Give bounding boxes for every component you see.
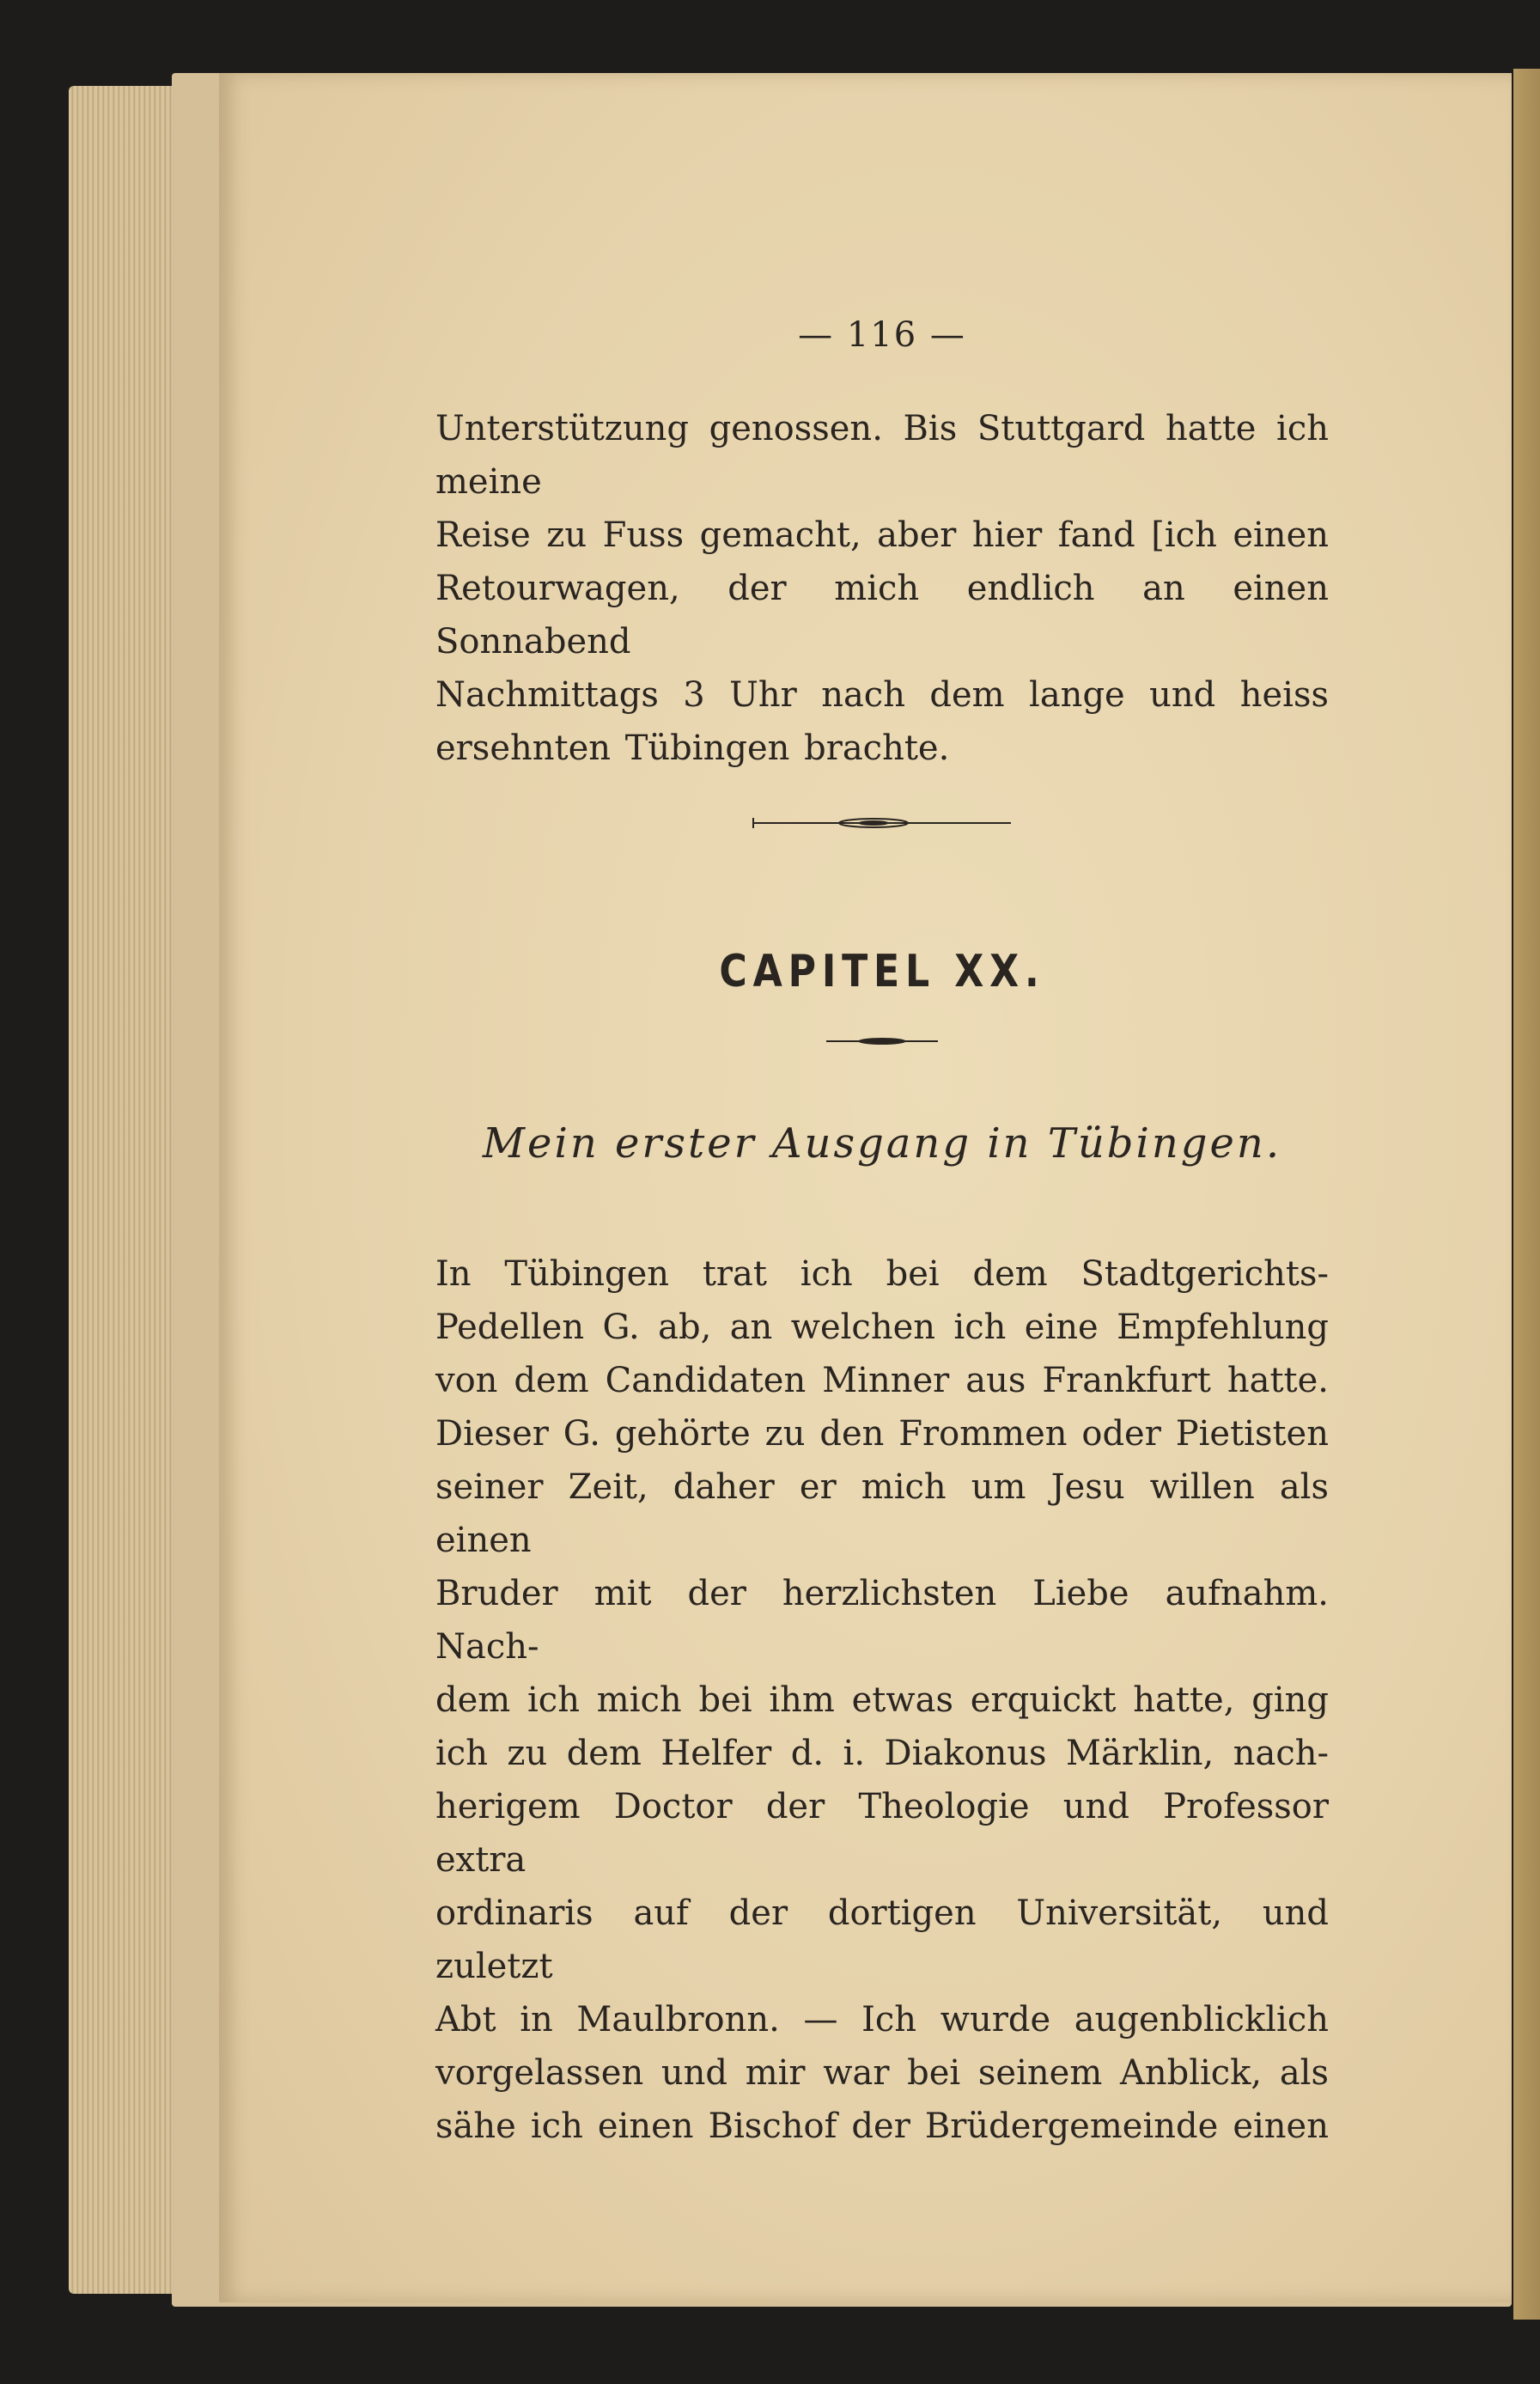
text-line: Abt in Maulbronn. — Ich wurde augenblicklich bbox=[435, 2000, 1329, 2040]
text-line: sähe ich einen Bischof der Brüdergemeinde einen bbox=[435, 2107, 1329, 2146]
chapter-rule-ornament bbox=[826, 1033, 938, 1050]
text-line: vorgelassen und mir war bei seinem Anblick, als bbox=[435, 2053, 1329, 2093]
text-line: ordinaris auf der dortigen Universität, und zuletzt bbox=[435, 1893, 1329, 1986]
text-line: Unterstützung genossen. Bis Stuttgard hatte ich meine bbox=[435, 409, 1329, 502]
paragraph-continuation bbox=[435, 402, 1329, 775]
text-line: von dem Candidaten Minner aus Frankfurt hatte. bbox=[435, 1361, 1329, 1400]
text-line: ich zu dem Helfer d. i. Diakonus Märklin, nach- bbox=[435, 1734, 1329, 1773]
text-line: Nachmittags 3 Uhr nach dem lange und heiss bbox=[435, 675, 1329, 715]
page-number: — 116 — bbox=[798, 315, 966, 355]
chapter-heading: CAPITEL XX. bbox=[719, 946, 1045, 997]
text-line: dem ich mich bei ihm etwas erquickt hatte, ging bbox=[435, 1680, 1329, 1720]
facing-page-edge bbox=[1513, 69, 1540, 2320]
paragraph-body bbox=[435, 1247, 1329, 2153]
text-line: ersehnten Tübingen brachte. bbox=[435, 729, 950, 768]
ornament-divider bbox=[745, 806, 1020, 840]
text-line: Bruder mit der herzlichsten Liebe aufnahm. Nach- bbox=[435, 1574, 1329, 1667]
text-line: Reise zu Fuss gemacht, aber hier fand [ich einen bbox=[435, 515, 1329, 555]
text-line: Pedellen G. ab, an welchen ich eine Empfehlung bbox=[435, 1308, 1329, 1347]
text-line: Dieser G. gehörte zu den Frommen oder Pietisten bbox=[435, 1414, 1329, 1454]
section-title: Mein erster Ausgang in Tübingen. bbox=[482, 1119, 1282, 1168]
page-content bbox=[435, 309, 1329, 2153]
text-line: seiner Zeit, daher er mich um Jesu willen als einen bbox=[435, 1467, 1329, 1560]
text-line: herigem Doctor der Theologie und Professor extra bbox=[435, 1787, 1329, 1880]
text-line: Retourwagen, der mich endlich an einen Sonnabend bbox=[435, 569, 1329, 662]
text-line: In Tübingen trat ich bei dem Stadtgerichts- bbox=[435, 1254, 1329, 1294]
